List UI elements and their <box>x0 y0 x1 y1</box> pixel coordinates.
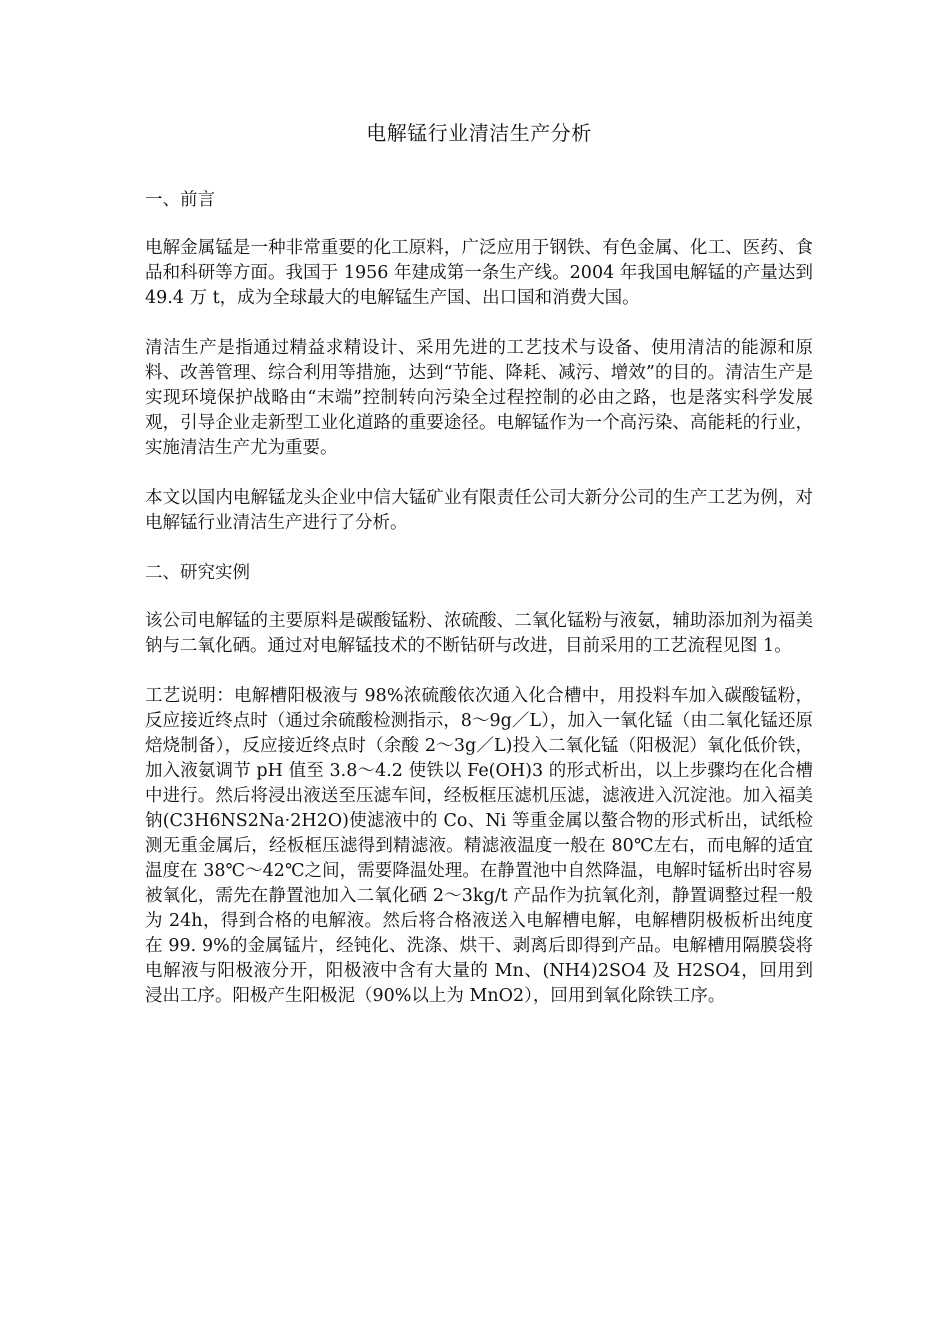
section-heading: 一、前言 <box>145 190 215 210</box>
document-title: 电解锰行业清洁生产分析 <box>366 121 592 145</box>
paragraph: 电解金属锰是一种非常重要的化工原料，广泛应用于钢铁、有色金属、化工、医药、食品和科研等方面。我国于 1956 年建成第一条生产线。2004 年我国电解锰的产量达到 49.4 万 t，成为全球最大的电解锰生产国、出口国和消费大国。 <box>145 238 813 308</box>
document-page <box>145 118 813 1034</box>
paragraph: 工艺说明：电解槽阳极液与 98%浓硫酸依次通入化合槽中，用投料车加入碳酸锰粉，反应接近终点时（通过余硫酸检测指示，8～9g／L），加入一氧化锰（由二氧化锰还原焙烧制备），反应接近终点时（余酸 2～3g／L)投入二氧化锰（阳极泥）氧化低价铁，加入液氨调节 pH 值至 3.8～4.2 使铁以 Fe(OH)3 的形式析出，以上步骤均在化合槽中进行。然后将浸出液送至压滤车间，经板框压滤机压滤，滤液进入沉淀池。加入福美钠(C3H6NS2Na·2H2O)使滤液中的 Co、Ni 等重金属以螯合物的形式析出，试纸检测无重金属后，经板框压滤得到精滤液。精滤液温度一般在 80℃左右，而电解的适宜温度在 38℃～42℃之间，需要降温处理。在静置池中自然降温，电解时锰析出时容易被氧化，需先在静置池加入二氧化硒 2～3kg/t 产品作为抗氧化剂，静置调整过程一般为 24h，得到合格的电解液。然后将合格液送入电解槽电解，电解槽阴极板析出纯度在 99. 9%的金属锰片，经钝化、洗涤、烘干、剥离后即得到产品。电解槽用隔膜袋将电解液与阳极液分开，阳极液中含有大量的 Mn、(NH4)2SO4 及 H2SO4，回用到浸出工序。阳极产生阳极泥（90%以上为 MnO2），回用到氧化除铁工序。 <box>145 686 813 1006</box>
paragraph: 清洁生产是指通过精益求精设计、采用先进的工艺技术与设备、使用清洁的能源和原料、改善管理、综合利用等措施，达到“节能、降耗、减污、增效”的目的。清洁生产是实现环境保护战略由“末端”控制转向污染全过程控制的必由之路，也是落实科学发展观，引导企业走新型工业化道路的重要途径。电解锰作为一个高污染、高能耗的行业，实施清洁生产尤为重要。 <box>145 338 813 458</box>
paragraph: 本文以国内电解锰龙头企业中信大锰矿业有限责任公司大新分公司的生产工艺为例，对电解锰行业清洁生产进行了分析。 <box>145 488 813 533</box>
section-case-study <box>145 561 813 1009</box>
section-introduction <box>145 188 813 536</box>
section-heading: 二、研究实例 <box>145 563 250 583</box>
paragraph: 该公司电解锰的主要原料是碳酸锰粉、浓硫酸、二氧化锰粉与液氨，辅助添加剂为福美钠与二氧化硒。通过对电解锰技术的不断钻研与改进，目前采用的工艺流程见图 1。 <box>145 611 813 656</box>
